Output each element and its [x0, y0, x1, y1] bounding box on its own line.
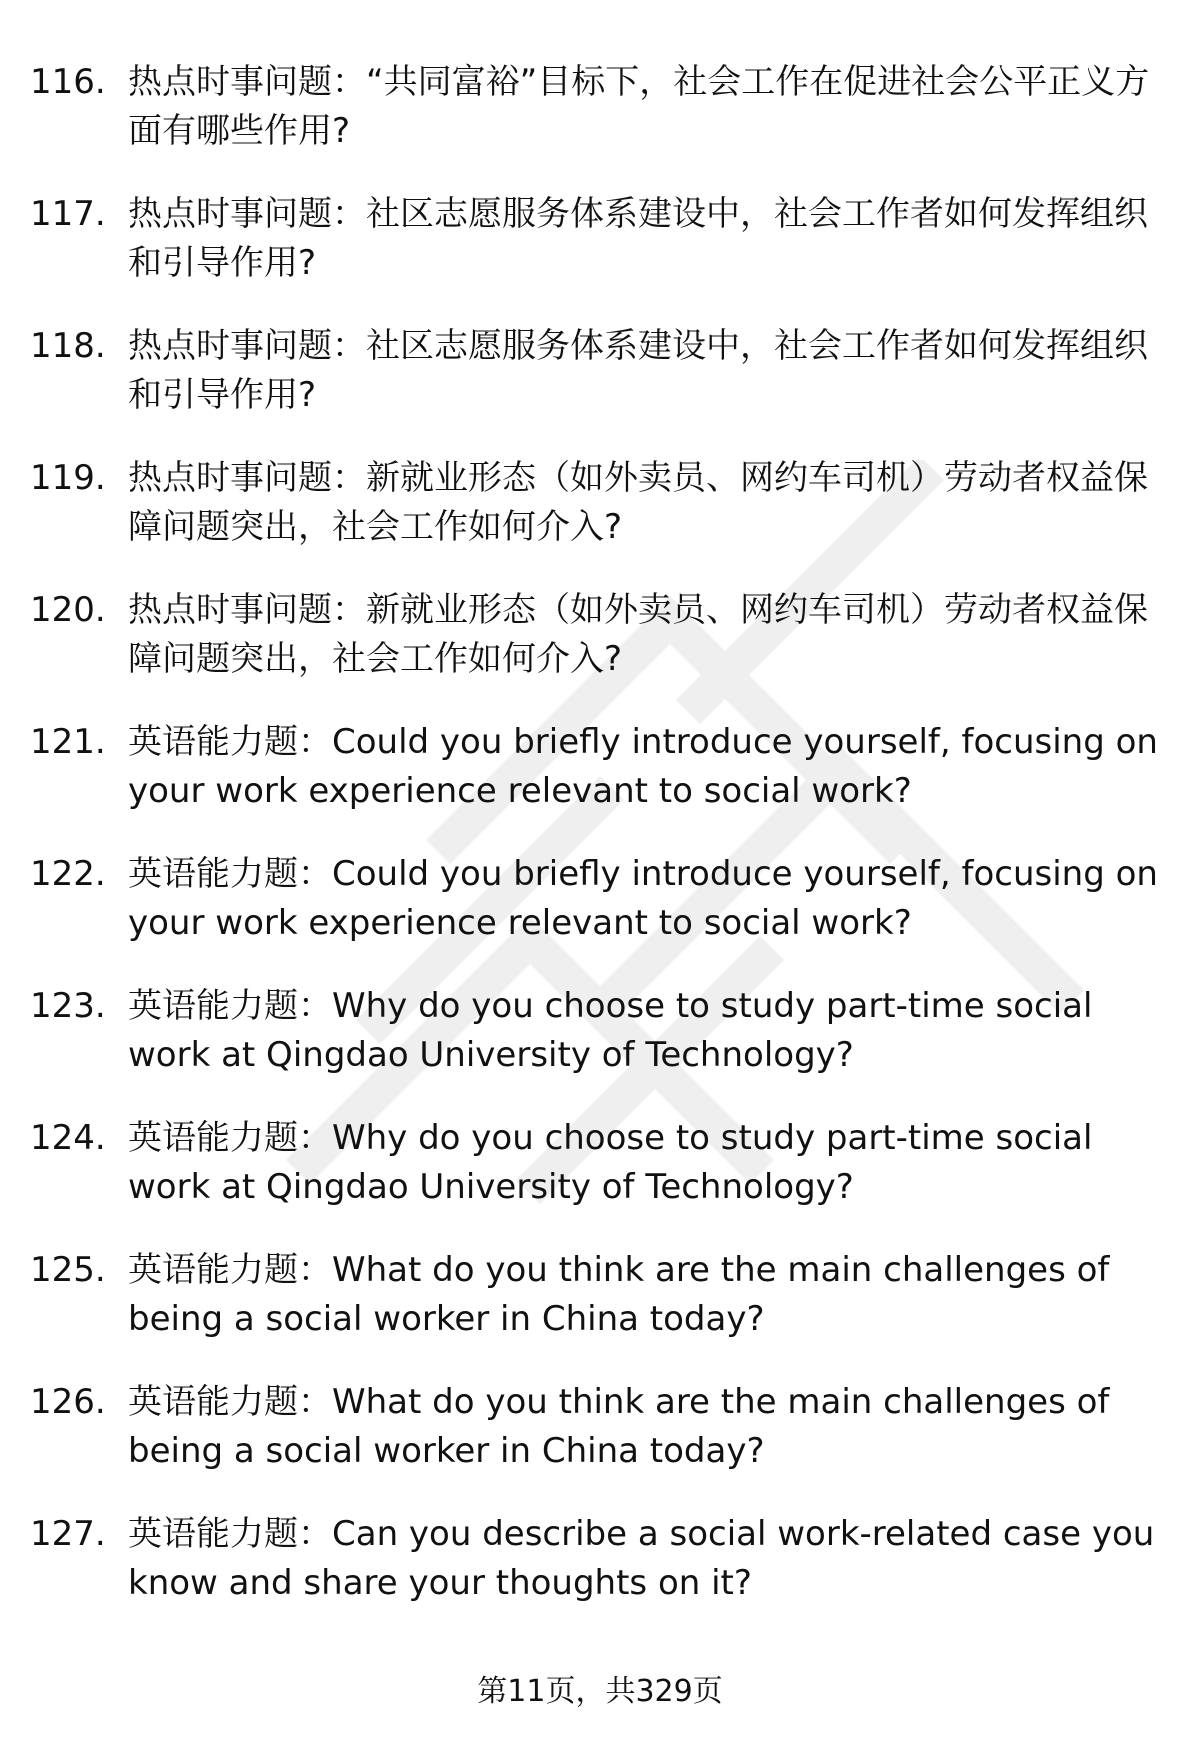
- question-item: [30, 58, 1160, 190]
- question-item: [30, 586, 1160, 718]
- question-text: 英语能力题：Why do you choose to study part-time social work at Qingdao University of Technology?: [128, 986, 1093, 1075]
- question-item: [30, 1114, 1160, 1246]
- question-number: 125.: [30, 1250, 106, 1290]
- question-item: [30, 718, 1160, 850]
- question-number: 123.: [30, 986, 106, 1026]
- question-text: 英语能力题：Why do you choose to study part-time social work at Qingdao University of Technology?: [128, 1118, 1093, 1207]
- question-text: 热点时事问题：社区志愿服务体系建设中，社会工作者如何发挥组织和引导作用?: [128, 194, 1148, 283]
- question-text: 英语能力题：Could you briefly introduce yourself, focusing on your work experience relevant to social work?: [128, 722, 1158, 811]
- question-item: [30, 1510, 1160, 1642]
- question-text: 英语能力题：What do you think are the main challenges of being a social worker in China today?: [128, 1250, 1110, 1339]
- question-item: [30, 322, 1160, 454]
- question-number: 118.: [30, 326, 106, 366]
- question-text: 热点时事问题：新就业形态（如外卖员、网约车司机）劳动者权益保障问题突出，社会工作如何介入?: [128, 458, 1148, 547]
- question-text: 热点时事问题：新就业形态（如外卖员、网约车司机）劳动者权益保障问题突出，社会工作如何介入?: [128, 590, 1148, 679]
- question-number: 126.: [30, 1382, 106, 1422]
- question-item: [30, 1246, 1160, 1378]
- question-text: 英语能力题：Could you briefly introduce yourself, focusing on your work experience relevant to social work?: [128, 854, 1158, 943]
- question-item: [30, 190, 1160, 322]
- page-footer: 第11页，共329页: [477, 1674, 723, 1709]
- question-number: 116.: [30, 62, 106, 102]
- question-number: 122.: [30, 854, 106, 894]
- question-text: 热点时事问题：社区志愿服务体系建设中，社会工作者如何发挥组织和引导作用?: [128, 326, 1148, 415]
- question-item: [30, 982, 1160, 1114]
- question-item: [30, 850, 1160, 982]
- question-number: 121.: [30, 722, 106, 762]
- question-text: 英语能力题：Can you describe a social work-related case you know and share your thoughts on it?: [128, 1514, 1155, 1603]
- question-number: 127.: [30, 1514, 106, 1554]
- question-text: 英语能力题：What do you think are the main challenges of being a social worker in China today?: [128, 1382, 1110, 1471]
- question-item: [30, 454, 1160, 586]
- question-number: 117.: [30, 194, 106, 234]
- question-text: 热点时事问题：“共同富裕”目标下，社会工作在促进社会公平正义方面有哪些作用?: [128, 62, 1150, 151]
- question-list: [30, 58, 1160, 1642]
- question-item: [30, 1378, 1160, 1510]
- question-number: 119.: [30, 458, 106, 498]
- question-number: 120.: [30, 590, 106, 630]
- question-number: 124.: [30, 1118, 106, 1158]
